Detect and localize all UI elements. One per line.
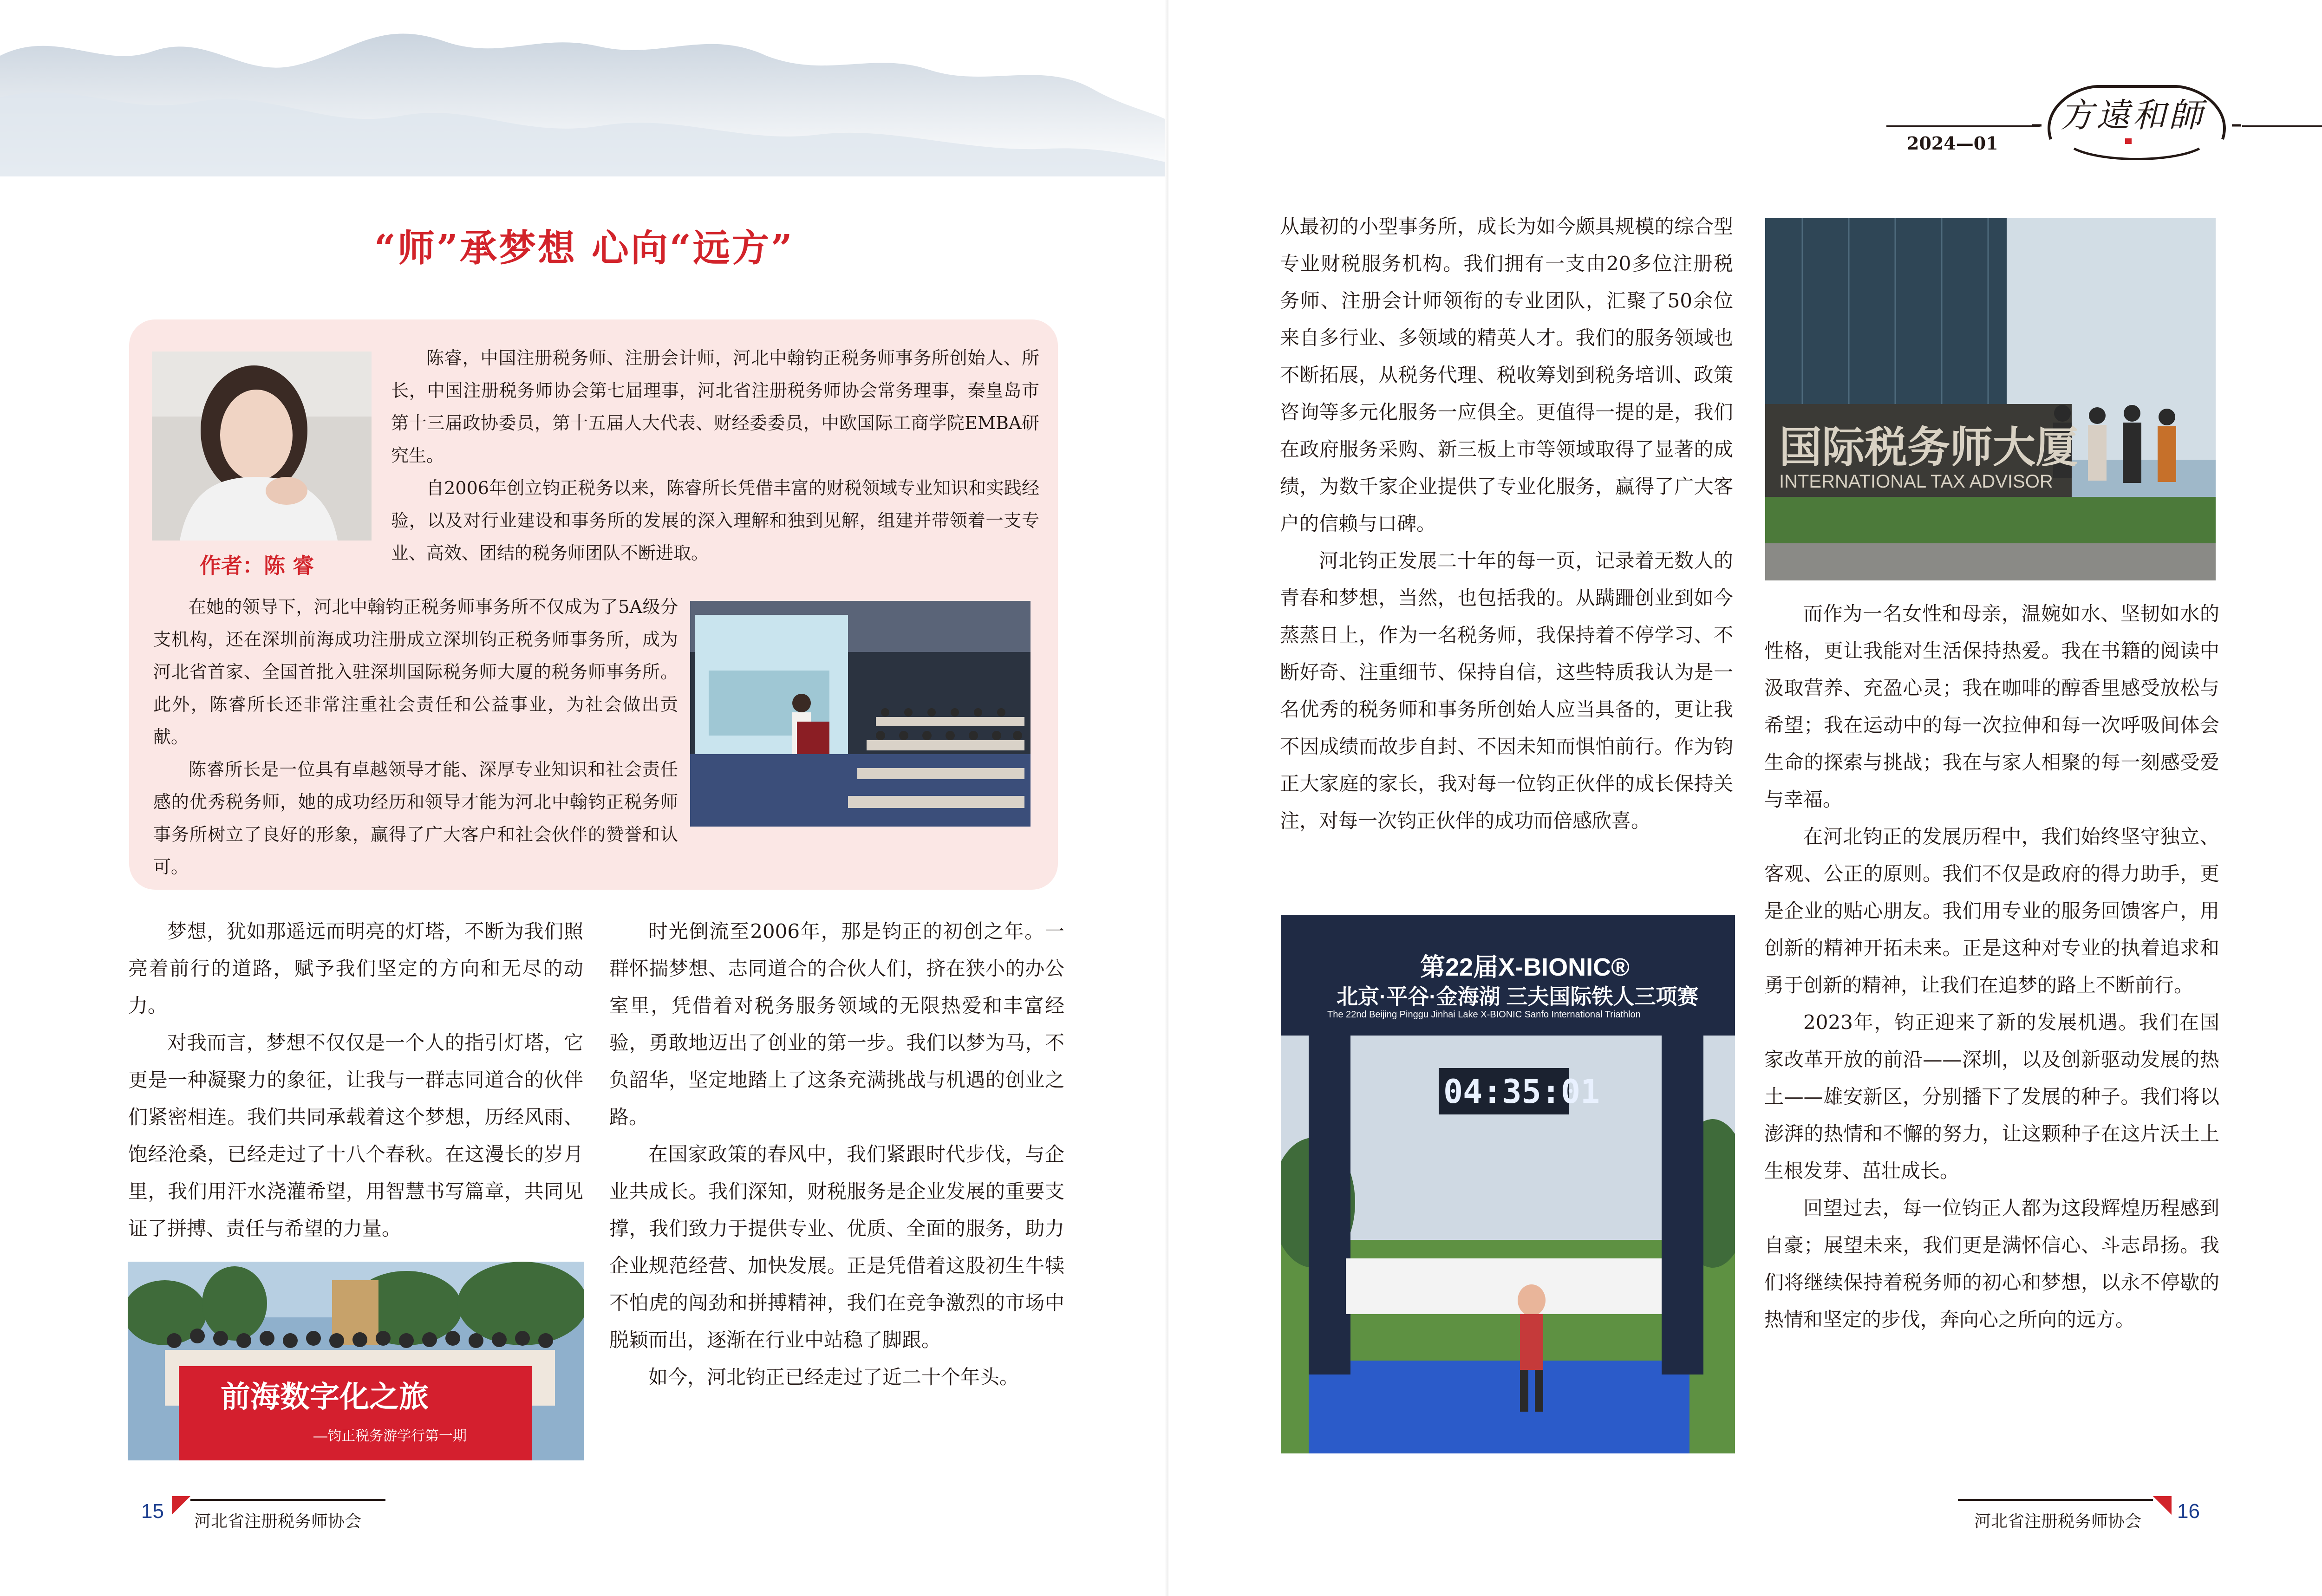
body-paragraph: 2023年，钧正迎来了新的发展机遇。我们在国家改革开放的前沿——深圳，以及创新驱动发展的热土——雄安新区，分别播下了发展的种子。我们将以澎湃的热情和不懈的努力，让这颗种子在这片沃土上生根发芽、茁壮成长。 — [1764, 1011, 2219, 1182]
body-paragraph: 从最初的小型事务所，成长为如今颇具规模的综合型专业财税服务机构。我们拥有一支由20多位注册税务师、注册会计师领衔的专业团队，汇聚了50余位来自多行业、多领域的精英人才。我们的服务领域也不断拓展，从税务代理、税收筹划到税务培训、政策咨询等多元化服务一应俱全。更值得一提的是，我们在政府服务采购、新三板上市等领域取得了显著的成绩，为数千家企业提供了专业化服务，赢得了广大客户的信赖与口碑。 — [1280, 215, 1733, 535]
building-sign-en: INTERNATIONAL TAX ADVISOR — [1779, 471, 2053, 492]
building-sign: 国际税务师大厦 — [1779, 424, 2079, 471]
article-title: “师”承梦想 心向“远方” — [374, 226, 794, 270]
intro-paragraph: 陈睿，中国注册税务师、注册会计师，河北中翰钧正税务师事务所创始人、所长，中国注册税务师协会第七届理事，河北省注册税务师协会常务理事，秦皇岛市第十三届政协委员，第十五届人大代表、财经委委员，中欧国际工商学院EMBA研究生。 — [391, 348, 1039, 466]
body-paragraph: 梦想，犹如那遥远而明亮的灯塔，不断为我们照亮着前行的道路，赋予我们坚定的方向和无尽的动力。 — [128, 920, 583, 1017]
author-portrait — [152, 352, 372, 541]
intro-paragraph: 陈睿所长是一位具有卓越领导才能、深厚专业知识和社会责任感的优秀税务师，她的成功经历和领导才能为河北中翰钧正税务师事务所树立了良好的形象，赢得了广大客户和社会伙伴的赞誉和认可。 — [153, 759, 678, 877]
right-page — [1168, 0, 2322, 1596]
group-photo — [128, 1262, 584, 1460]
intro-top-text — [391, 342, 1039, 569]
page-corner-mark-left — [172, 1496, 190, 1515]
conference-photo — [690, 601, 1031, 827]
tax-building-photo — [1765, 218, 2216, 580]
body-column-2 — [609, 913, 1064, 1396]
intro-paragraph: 自2006年创立钧正税务以来，陈睿所长凭借丰富的财税领域专业知识和实践经验，以及对行业建设和事务所的发展的深入理解和独到见解，组建并带领着一支专业、高效、团结的税务师团队不断进取。 — [391, 478, 1039, 563]
body-paragraph: 而作为一名女性和母亲，温婉如水、坚韧如水的性格，更让我能对生活保持热爱。我在书籍的阅读中汲取营养、充盈心灵；我在咖啡的醇香里感受放松与希望；我在运动中的每一次拉伸和每一次呼吸间体会生命的探索与挑战；我在与家人相聚的每一刻感受爱与幸福。 — [1764, 602, 2219, 811]
group-banner-text: 前海数字化之旅 — [221, 1380, 429, 1414]
race-subtitle-en: The 22nd Beijing Pinggu Jinhai Lake X-BIONIC Sanfo International Triathlon — [1327, 1010, 1641, 1020]
author-byline: 作者：陈 睿 — [200, 553, 314, 578]
page-number-left: 15 — [141, 1500, 164, 1523]
footer-org-left: 河北省注册税务师协会 — [194, 1511, 362, 1531]
body-column-1 — [128, 913, 583, 1247]
body-paragraph: 在国家政策的春风中，我们紧跟时代步伐，与企业共成长。我们深知，财税服务是企业发展的重要支撑，我们致力于提供专业、优质、全面的服务，助力企业规范经营、加快发展。正是凭借着这股初生牛犊不怕虎的闯劲和拼搏精神，我们在竞争激烈的市场中脱颖而出，逐渐在行业中站稳了脚跟。 — [609, 1143, 1064, 1351]
footer-rule-left — [190, 1499, 385, 1501]
page-number-right: 16 — [2177, 1500, 2200, 1523]
race-clock: 04:35:01 — [1443, 1073, 1600, 1111]
body-paragraph: 在河北钧正的发展历程中，我们始终坚守独立、客观、公正的原则。我们不仅是政府的得力助手，更是企业的贴心朋友。我们用专业的服务回馈客户，用创新的精神开拓未来。正是这种对专业的执着追求和勇于创新的精神，让我们在追梦的路上不断前行。 — [1764, 825, 2219, 997]
mountain-ink-header — [0, 0, 1168, 176]
intro-bottom-text — [153, 591, 678, 883]
body-column-3 — [1280, 208, 1733, 840]
body-paragraph: 回望过去，每一位钧正人都为这段辉煌历程感到自豪；展望未来，我们更是满怀信心、斗志昂扬。我们将继续保持着税务师的初心和梦想，以永不停歇的热情和坚定的步伐，奔向心之所向的远方。 — [1764, 1197, 2219, 1331]
body-paragraph: 河北钧正发展二十年的每一页，记录着无数人的青春和梦想，当然，也包括我的。从蹒跚创业到如今蒸蒸日上，作为一名税务师，我保持着不停学习、不断好奇、注重细节、保持自信，这些特质我认为是一名优秀的税务师和事务所创始人应当具备的，更让我不因成绩而故步自封、不因未知而惧怕前行。作为钧正大家庭的家长，我对每一位钧正伙伴的成长保持关注，对每一次钧正伙伴的成功而倍感欣喜。 — [1280, 549, 1733, 832]
triathlon-photo — [1281, 915, 1735, 1453]
group-banner-subtext: —钧正税务游学行第一期 — [313, 1428, 467, 1444]
column-logo-text: 方遠和師 — [2060, 96, 2205, 135]
race-subtitle: 北京·平谷·金海湖 三夫国际铁人三项赛 — [1337, 984, 1699, 1009]
body-paragraph: 如今，河北钧正已经走过了近二十个年头。 — [648, 1366, 1019, 1388]
page-corner-mark-right — [2153, 1496, 2172, 1515]
race-title: 第22届X-BIONIC® — [1420, 953, 1630, 981]
header-rule-right-segment — [2242, 125, 2322, 127]
intro-paragraph: 在她的领导下，河北中翰钧正税务师事务所不仅成为了5A级分支机构，还在深圳前海成功注册成立深圳钧正税务师事务所，成为河北省首家、全国首批入驻深圳国际税务师大厦的税务师事务所。此外，陈睿所长还非常注重社会责任和公益事业，为社会做出贡献。 — [153, 597, 678, 747]
body-column-4 — [1764, 595, 2219, 1338]
body-paragraph: 对我而言，梦想不仅仅是一个人的指引灯塔，它更是一种凝聚力的象征，让我与一群志同道合的伙伴们紧密相连。我们共同承载着这个梦想，历经风雨、饱经沧桑，已经走过了十八个春秋。在这漫长的岁月里，我们用汗水浇灌希望，用智慧书写篇章，共同见证了拼搏、责任与希望的力量。 — [128, 1031, 583, 1240]
body-paragraph: 时光倒流至2006年，那是钧正的初创之年。一群怀揣梦想、志同道合的合伙人们，挤在狭小的办公室里，凭借着对税务服务领域的无限热爱和丰富经验，勇敢地迈出了创业的第一步。我们以梦为马，不负韶华，坚定地踏上了这条充满挑战与机遇的创业之路。 — [609, 920, 1064, 1128]
footer-org-right: 河北省注册税务师协会 — [1974, 1511, 2142, 1531]
footer-rule-right — [1958, 1499, 2153, 1501]
header-rule-left — [1886, 125, 2040, 127]
issue-number: 2024—01 — [1907, 133, 1998, 154]
